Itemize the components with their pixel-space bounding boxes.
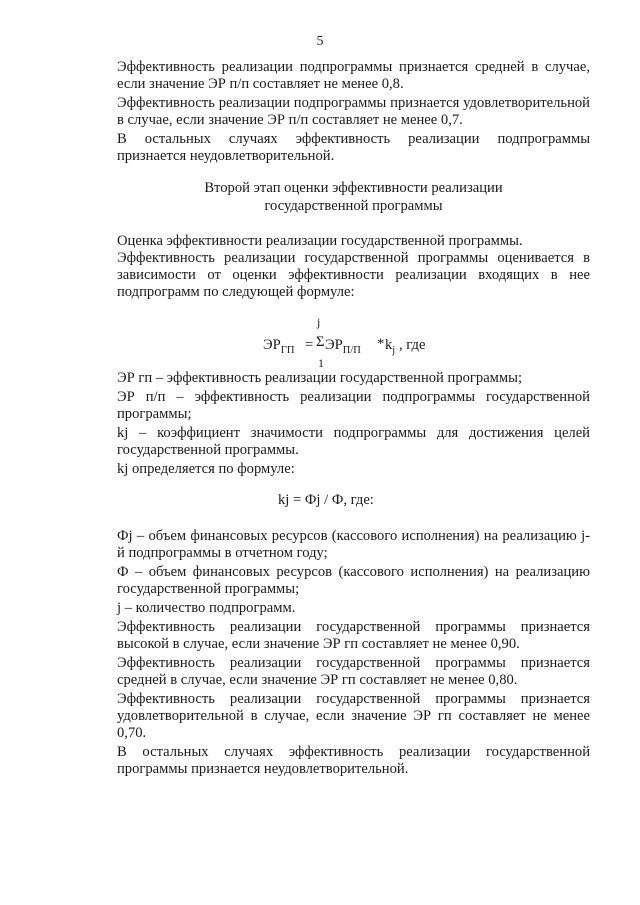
formula-term-text: ЭР xyxy=(325,337,343,353)
formula-term xyxy=(325,337,361,354)
paragraph: ЭР гп – эффективность реализации государственной программы; xyxy=(117,370,522,386)
paragraph: Эффективность реализации государственной программы признается средней в случае, если значение ЭР гп составляет не менее 0,80. xyxy=(117,655,590,688)
paragraph: В остальных случаях эффективность реализации государственной программы признается неудовлетворительной. xyxy=(117,744,590,777)
paragraph: Фj – объем финансовых ресурсов (кассового исполнения) на реализацию j-й подпрограммы в отчетном году; xyxy=(117,528,590,561)
definitions-2 xyxy=(117,528,590,778)
section-1 xyxy=(117,59,590,165)
paragraph: Эффективность реализации государственной программы оценивается в зависимости от оценки эффективности реализации входящих в нее подпрограмм по следующей формуле: xyxy=(117,250,590,300)
paragraph: Эффективность реализации подпрограммы признается средней в случае, если значение ЭР п/п составляет не менее 0,8. xyxy=(117,59,590,92)
formula-k-text: k xyxy=(385,337,393,353)
paragraph: ЭР п/п – эффективность реализации подпрограммы государственной программы; xyxy=(117,389,590,422)
formula-lhs xyxy=(263,337,294,354)
formula-tail: , где xyxy=(399,337,426,353)
paragraph: j – количество подпрограмм. xyxy=(117,600,296,616)
definitions-1 xyxy=(117,370,590,478)
paragraph: kj – коэффициент значимости подпрограммы для достижения целей государственной программы. xyxy=(117,425,590,458)
sigma-symbol: Σ xyxy=(316,334,325,350)
formula-term-subscript: П/П xyxy=(342,345,361,356)
formula-equals: = xyxy=(305,337,314,353)
section-heading xyxy=(117,180,590,215)
heading-line: Второй этап оценки эффективности реализации xyxy=(204,180,503,196)
formula-kj: kj = Фj / Ф, где: xyxy=(278,492,374,508)
formula-lhs-text: ЭР xyxy=(263,337,281,353)
formula-lhs-subscript: ГП xyxy=(280,345,295,356)
heading-line: государственной программы xyxy=(264,197,443,214)
sum-upper-limit: j xyxy=(317,315,321,329)
paragraph: Эффективность реализации государственной программы признается высокой в случае, если значение ЭР гп составляет не менее 0,90. xyxy=(117,619,590,652)
paragraph: В остальных случаях эффективность реализации подпрограммы признается неудовлетворительной. xyxy=(117,131,590,164)
paragraph: Оценка эффективности реализации государственной программы. xyxy=(117,233,523,249)
formula-multiply: * xyxy=(377,336,385,352)
page-number: 5 xyxy=(316,34,324,49)
section-2 xyxy=(117,233,590,301)
paragraph: Эффективность реализации государственной программы признается удовлетворительной в случае, если значение ЭР гп составляет не менее 0,70. xyxy=(117,691,590,741)
paragraph: Ф – объем финансовых ресурсов (кассового исполнения) на реализацию государственной программы; xyxy=(117,564,590,597)
sum-lower-limit: 1 xyxy=(318,356,324,370)
formula-k-subscript: j xyxy=(392,345,396,356)
paragraph: kj определяется по формуле: xyxy=(117,461,295,477)
formula-k xyxy=(385,337,395,354)
paragraph: Эффективность реализации подпрограммы признается удовлетворительной в случае, если значение ЭР п/п составляет не менее 0,7. xyxy=(117,95,590,128)
